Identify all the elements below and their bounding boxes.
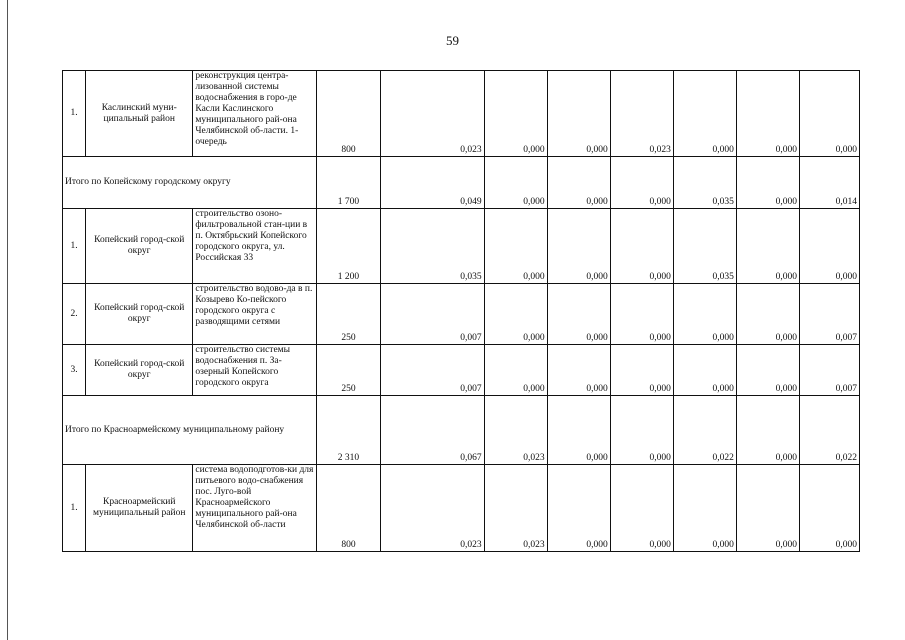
value-cell: 0,000	[484, 345, 547, 396]
value-cell: 0,035	[673, 209, 736, 284]
row-number: 1.	[63, 209, 86, 284]
value-cell: 0,000	[484, 284, 547, 345]
value-cell: 0,000	[673, 465, 736, 552]
value-cell: 0,000	[547, 396, 610, 465]
value-cell: 0,000	[547, 465, 610, 552]
value-cell: 0,000	[610, 396, 673, 465]
value-cell: 0,000	[610, 157, 673, 209]
value-cell: 0,023	[484, 396, 547, 465]
value-cell: 0,000	[547, 284, 610, 345]
row-number: 3.	[63, 345, 86, 396]
value-cell: 0,000	[610, 465, 673, 552]
value-cell: 0,000	[547, 157, 610, 209]
value-cell: 0,023	[484, 465, 547, 552]
municipality-name: Красноармейский муниципальный район	[86, 465, 193, 552]
value-cell: 0,000	[547, 71, 610, 157]
work-description: система водоподготов-ки для питьевого водо-снабжения пос. Луго-вой Красноармейского муниципального рай-она Челябинской об-ласти	[193, 465, 317, 552]
value-cell: 0,000	[736, 345, 799, 396]
value-cell: 0,000	[547, 209, 610, 284]
cost-value: 1 200	[317, 209, 380, 284]
municipality-name: Копейский город-ской округ	[86, 209, 193, 284]
page-left-edge	[7, 0, 8, 640]
row-number: 1.	[63, 71, 86, 157]
subtotal-row	[63, 396, 860, 465]
value-cell: 0,035	[380, 209, 484, 284]
value-cell: 0,000	[610, 209, 673, 284]
value-cell: 0,000	[610, 284, 673, 345]
value-cell: 0,000	[736, 209, 799, 284]
table-row	[63, 465, 860, 552]
work-description: строительство системы водоснабжения п. За-озерный Копейского городского округа	[193, 345, 317, 396]
work-description: строительство озоно-фильтровальной стан-ции в п. Октябрьский Копейского городского округа, ул. Российская 33	[193, 209, 317, 284]
cost-value: 250	[317, 345, 380, 396]
value-cell: 0,000	[484, 209, 547, 284]
value-cell: 0,007	[380, 284, 484, 345]
subtotal-label: Итого по Красноармейскому муниципальному району	[63, 396, 317, 465]
work-description: строительство водово-да в п. Козырево Ко-пейского городского округа с разводящими сетями	[193, 284, 317, 345]
value-cell: 0,000	[673, 71, 736, 157]
municipality-name: Копейский город-ской округ	[86, 284, 193, 345]
value-cell: 0,000	[547, 345, 610, 396]
investment-table	[62, 70, 860, 552]
value-cell: 0,007	[799, 284, 859, 345]
value-cell: 0,023	[380, 465, 484, 552]
table-row	[63, 209, 860, 284]
value-cell: 0,023	[610, 71, 673, 157]
value-cell: 0,000	[736, 71, 799, 157]
value-cell: 0,000	[484, 71, 547, 157]
value-cell: 0,000	[799, 209, 859, 284]
value-cell: 0,000	[736, 157, 799, 209]
cost-value: 1 700	[317, 157, 380, 209]
municipality-name: Каслинский муни-ципальный район	[86, 71, 193, 157]
subtotal-label: Итого по Копейскому городскому округу	[63, 157, 317, 209]
work-description: реконструкция центра-лизованной системы водоснабжения в горо-де Касли Каслинского муниципального рай-она Челябинской об-ласти. 1-очередь	[193, 71, 317, 157]
value-cell: 0,007	[799, 345, 859, 396]
value-cell: 0,049	[380, 157, 484, 209]
value-cell: 0,007	[380, 345, 484, 396]
value-cell: 0,000	[484, 157, 547, 209]
value-cell: 0,023	[380, 71, 484, 157]
value-cell: 0,022	[673, 396, 736, 465]
page-number: 59	[446, 33, 459, 48]
value-cell: 0,014	[799, 157, 859, 209]
value-cell: 0,000	[799, 465, 859, 552]
table-row	[63, 71, 860, 157]
municipality-name: Копейский город-ской округ	[86, 345, 193, 396]
value-cell: 0,000	[673, 284, 736, 345]
subtotal-row	[63, 157, 860, 209]
cost-value: 250	[317, 284, 380, 345]
row-number: 2.	[63, 284, 86, 345]
value-cell: 0,000	[736, 396, 799, 465]
cost-value: 2 310	[317, 396, 380, 465]
value-cell: 0,035	[673, 157, 736, 209]
value-cell: 0,000	[673, 345, 736, 396]
cost-value: 800	[317, 71, 380, 157]
value-cell: 0,000	[799, 71, 859, 157]
table-row	[63, 284, 860, 345]
value-cell: 0,000	[610, 345, 673, 396]
cost-value: 800	[317, 465, 380, 552]
row-number: 1.	[63, 465, 86, 552]
value-cell: 0,022	[799, 396, 859, 465]
value-cell: 0,000	[736, 284, 799, 345]
value-cell: 0,067	[380, 396, 484, 465]
table-row	[63, 345, 860, 396]
value-cell: 0,000	[736, 465, 799, 552]
